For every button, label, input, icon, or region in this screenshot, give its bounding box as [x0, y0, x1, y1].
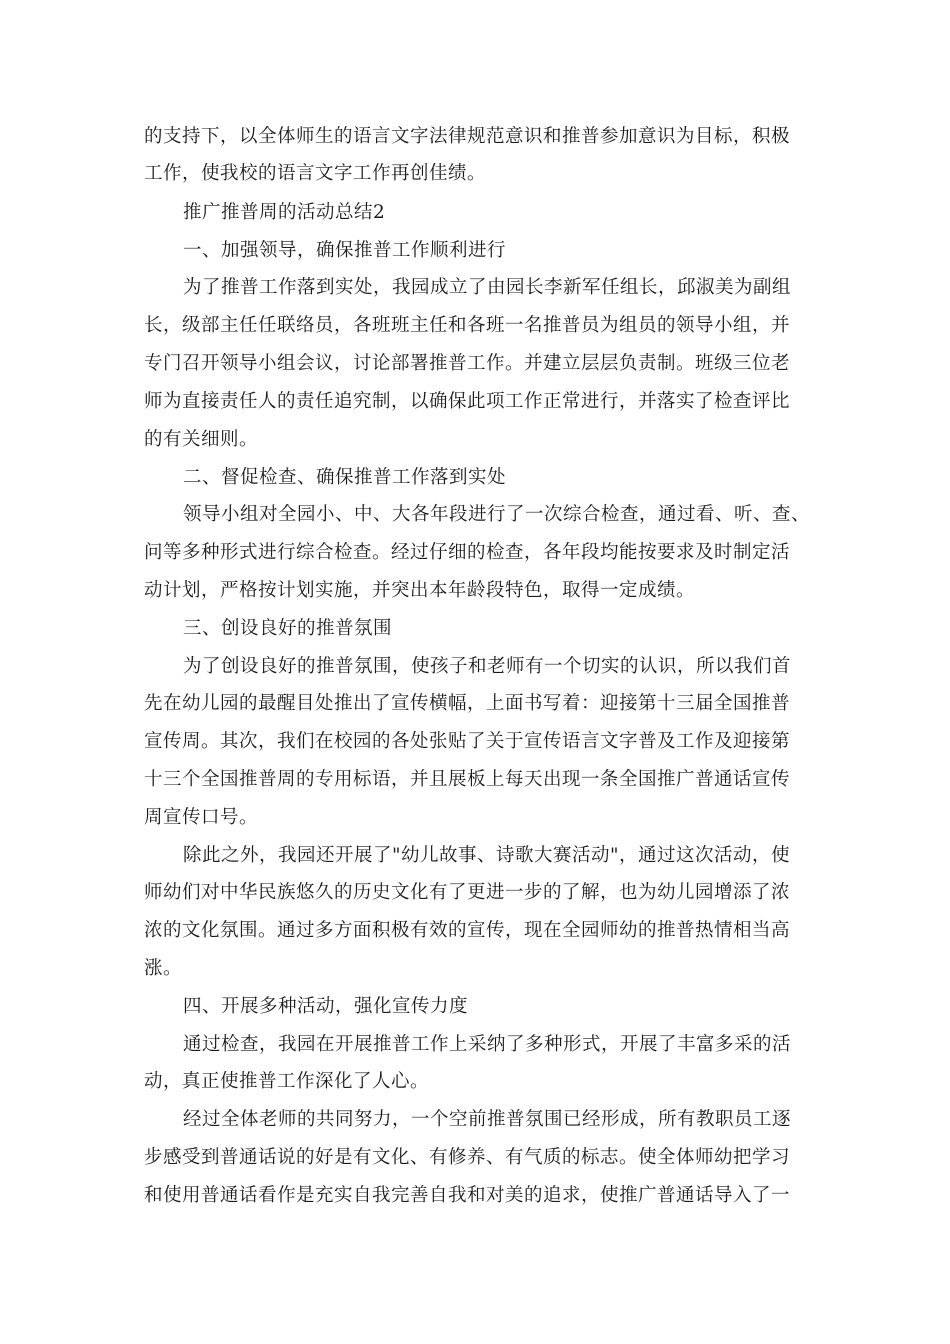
section-heading: 三、创设良好的推普氛围 [183, 618, 393, 639]
body-text-line: 涨。 [144, 958, 183, 979]
body-text-line: 问等多种形式进行综合检查。经过仔细的检查，各年段均能按要求及时制定活 [144, 542, 791, 563]
section-heading: 二、督促检查、确保推普工作落到实处 [183, 467, 507, 488]
body-text-line: 专门召开领导小组会议，讨论部署推普工作。并建立层层负责制。班级三位老 [144, 353, 791, 374]
body-text-line: 的支持下，以全体师生的语言文字法律规范意识和推普参加意识为目标，积极 [144, 126, 791, 147]
body-text-line: 宣传周。其次，我们在校园的各处张贴了关于宣传语言文字普及工作及迎接第 [144, 731, 791, 752]
body-text-line: 师幼们对中华民族悠久的历史文化有了更进一步的了解，也为幼儿园增添了浓 [144, 882, 791, 903]
body-text-line: 动计划，严格按计划实施，并突出本年龄段特色，取得一定成绩。 [144, 580, 696, 601]
body-text-line: 和使用普通话看作是充实自我完善自我和对美的追求，使推广普通话导入了一 [144, 1185, 791, 1206]
paragraph-first-line: 除此之外，我园还开展了"幼儿故事、诗歌大赛活动"，通过这次活动，使 [183, 845, 791, 866]
paragraph-first-line: 经过全体老师的共同努力，一个空前推普氛围已经形成，所有教职员工逐 [183, 1109, 792, 1130]
body-text-line: 师为直接责任人的责任追究制，以确保此项工作正常进行，并落实了检查评比 [144, 391, 791, 412]
section-title: 推广推普周的活动总结2 [183, 202, 386, 223]
paragraph-first-line: 领导小组对全园小、中、大各年段进行了一次综合检查，通过看、听、查、 [183, 504, 811, 525]
body-text-line: 浓的文化氛围。通过多方面积极有效的宣传，现在全园师幼的推普热情相当高 [144, 920, 791, 941]
paragraph-first-line: 通过检查，我园在开展推普工作上采纳了多种形式，开展了丰富多采的活 [183, 1034, 792, 1055]
body-text-line: 先在幼儿园的最醒目处推出了宣传横幅，上面书写着：迎接第十三届全国推普 [144, 693, 791, 714]
body-text-line: 的有关细则。 [144, 429, 259, 450]
body-text-line: 工作，使我校的语言文字工作再创佳绩。 [144, 163, 487, 184]
body-text-line: 动，真正使推普工作深化了人心。 [144, 1071, 430, 1092]
body-text-line: 步感受到普通话说的好是有文化、有修养、有气质的标志。使全体师幼把学习 [144, 1147, 791, 1168]
body-text-line: 十三个全国推普周的专用标语，并且展板上每天出现一条全国推广普通话宣传 [144, 769, 791, 790]
section-heading: 一、加强领导，确保推普工作顺利进行 [183, 240, 507, 261]
body-text-line: 长，级部主任任联络员，各班班主任和各班一名推普员为组员的领导小组，并 [144, 315, 791, 336]
section-heading: 四、开展多种活动，强化宣传力度 [183, 996, 469, 1017]
paragraph-first-line: 为了创设良好的推普氛围，使孩子和老师有一个切实的认识，所以我们首 [183, 656, 792, 677]
body-text-line: 周宣传口号。 [144, 807, 259, 828]
paragraph-first-line: 为了推普工作落到实处，我园成立了由园长李新军任组长，邱淑美为副组 [183, 277, 792, 298]
